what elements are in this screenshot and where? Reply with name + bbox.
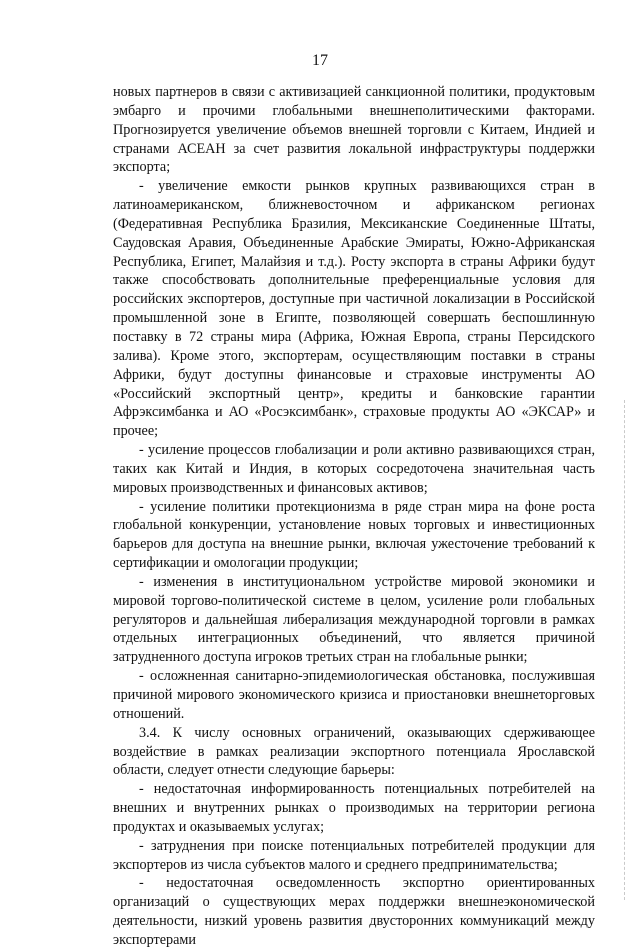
- paragraph-continuation: новых партнеров в связи с активизацией санкционной политики, продуктовым эмбарго и прочими глобальными внешнеполитическими факторами. Прогнозируется увеличение объемов внешней торговли с Китаем, Индией и странами АСЕАН за счет развития локальной инфраструктуры поддержки экспорта;: [113, 84, 595, 176]
- paragraph-section-3-4: 3.4. К числу основных ограничений, оказывающих сдерживающее воздействие в рамках реализации экспортного потенциала Ярославской области, следует отнести следующие барьеры:: [113, 724, 595, 779]
- paragraph-emerging-markets: - увеличение емкости рынков крупных развивающихся стран в латиноамериканском, ближневосточном и африканском регионах (Федеративная Республика Бразилия, Мексиканские Соединенные Штаты, Саудовская Аравия, Объединенные Арабские Эмираты, Южно-Африканская Республика, Египет, Малайзия и т.д.). Росту экспорта в страны Африки будут также способствовать дополнительные преференциальные условия для российских экспортеров, доступные при частичной локализации в Российской промышленной зоне в Египте, позволяющей совершать беспошлинную поставку в 72 страны мира (Африка, Южная Европа, страны Персидского залива). Кроме этого, экспортерам, осуществляющим поставки в страны Африки, будут доступны финансовые и страховые инструменты АО «Российский экспортный центр», кредиты и банковские гарантии Афрэксимбанка и АО «Росэксимбанк», страховые продукты АО «ЭКСАР» и прочее;: [113, 178, 595, 440]
- page-number: 17: [312, 52, 328, 69]
- paragraph-epidemiological: - осложненная санитарно-эпидемиологическая обстановка, послужившая причиной мирового экономического кризиса и приостановки внешнеторговых отношений.: [113, 668, 595, 722]
- paragraph-awareness: - недостаточная информированность потенциальных потребителей на внешних и внутренних рынках о производимых на территории региона продуктах и оказываемых услугах;: [113, 781, 595, 835]
- paragraph-support-measures: - недостаточная осведомленность экспортно ориентированных организаций о существующих мерах поддержки внешнеэкономической деятельности, низкий уровень развития двусторонних коммуникаций между экспортерами: [113, 875, 595, 948]
- document-body: [113, 83, 595, 950]
- paragraph-globalization: - усиление процессов глобализации и роли активно развивающихся стран, таких как Китай и Индия, в которых сосредоточена значительная часть мировых производственных и финансовых активов;: [113, 442, 595, 496]
- paragraph-institutional-changes: - изменения в институциональном устройстве мировой экономики и мировой торгово-политической системе в целом, усиление роли глобальных регуляторов и дальнейшая либерализация международной торговли в рамках отдельных интеграционных объединений, что является причиной затрудненного доступа игроков третьих стран на глобальные рынки;: [113, 573, 595, 666]
- paragraph-search-difficulties: - затруднения при поиске потенциальных потребителей продукции для экспортеров из числа субъектов малого и среднего предпринимательства;: [113, 837, 595, 873]
- paragraph-protectionism: - усиление политики протекционизма в ряде стран мира на фоне роста глобальной конкуренции, установление новых торговых и инвестиционных барьеров для доступа на внешние рынки, включая ужесточение требований к сертификации и омологации продукции;: [113, 498, 595, 572]
- scan-edge-artifact: [624, 400, 626, 900]
